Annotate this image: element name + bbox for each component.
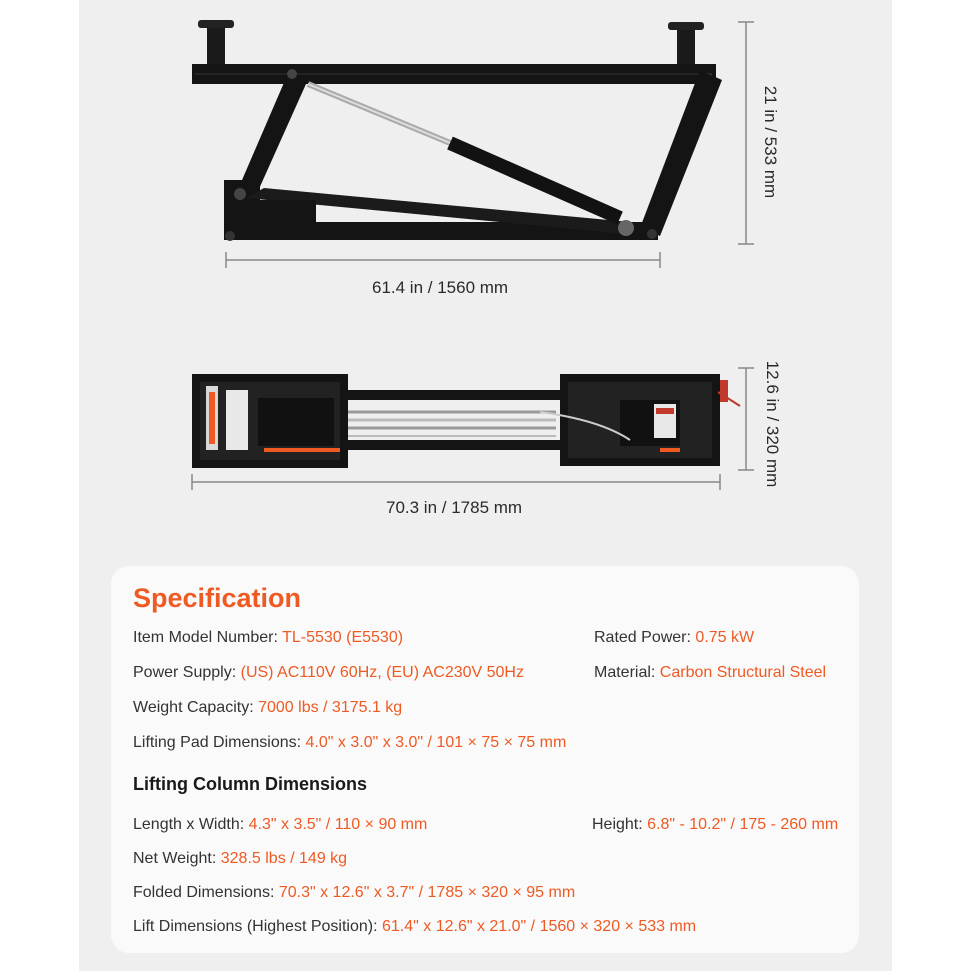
lifting-pad-value: 4.0" x 3.0" x 3.0" / 101 × 75 × 75 mm [305, 734, 567, 751]
lift-dimensions-value: 61.4" x 12.6" x 21.0" / 1560 × 320 × 533 mm [381, 918, 697, 935]
power-supply-value: (US) AC110V 60Hz, (EU) AC230V 50Hz [240, 664, 524, 681]
lifting-pad-row [133, 734, 566, 752]
material-label: Material: [594, 664, 660, 681]
folded-lift-drawing [192, 368, 754, 490]
weight-capacity-value: 7000 lbs / 3175.1 kg [258, 699, 403, 716]
item-model-label: Item Model Number: [133, 629, 283, 646]
raised-length-label: 61.4 in / 1560 mm [372, 278, 509, 297]
net-weight-row [133, 850, 347, 868]
height-row [592, 816, 838, 834]
material-value: Carbon Structural Steel [659, 664, 827, 681]
length-width-value: 4.3" x 3.5" / 110 × 90 mm [248, 816, 428, 833]
rated-power-label: Rated Power: [594, 629, 696, 646]
rated-power-value: 0.75 kW [695, 629, 755, 646]
material-row [594, 664, 826, 682]
lifting-column-title: Lifting Column Dimensions [133, 774, 367, 794]
power-supply-label: Power Supply: [133, 664, 241, 681]
raised-height-label: 21 in / 533 mm [761, 85, 780, 199]
weight-capacity-row [133, 699, 402, 717]
length-width-row [133, 816, 427, 834]
specification-title: Specification [133, 583, 302, 613]
lift-dimensions-label: Lift Dimensions (Highest Position): [133, 918, 382, 935]
net-weight-value: 328.5 lbs / 149 kg [220, 850, 348, 867]
item-model-row [133, 629, 403, 647]
raised-lift-drawing [192, 20, 754, 268]
length-width-label: Length x Width: [133, 816, 249, 833]
folded-dimensions-row [133, 884, 575, 902]
folded-dimensions-value: 70.3" x 12.6" x 3.7" / 1785 × 320 × 95 mm [278, 884, 576, 901]
rated-power-row [594, 629, 754, 647]
item-model-value: TL-5530 (E5530) [282, 629, 404, 646]
folded-length-label: 70.3 in / 1785 mm [386, 498, 523, 517]
net-weight-label: Net Weight: [133, 850, 221, 867]
folded-dimensions-label: Folded Dimensions: [133, 884, 279, 901]
folded-height-label: 12.6 in / 320 mm [763, 360, 782, 488]
lift-dimensions-row [133, 918, 696, 936]
lifting-pad-label: Lifting Pad Dimensions: [133, 734, 306, 751]
height-label: Height: [592, 816, 648, 833]
weight-capacity-label: Weight Capacity: [133, 699, 259, 716]
power-supply-row [133, 664, 524, 682]
height-value: 6.8" - 10.2" / 175 - 260 mm [647, 816, 839, 833]
